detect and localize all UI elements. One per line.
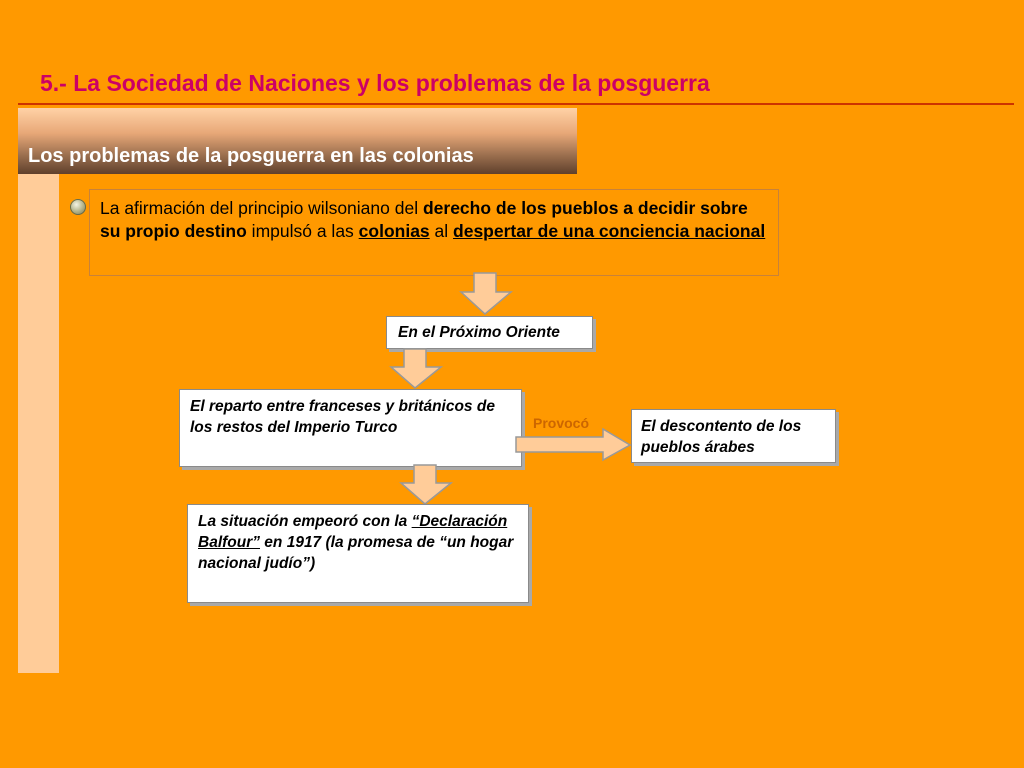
arrow-down-icon bbox=[399, 464, 453, 506]
node-reparto: El reparto entre franceses y británicos de los restos del Imperio Turco bbox=[179, 389, 522, 467]
slide-title: 5.- La Sociedad de Naciones y los problemas de la posguerra bbox=[40, 70, 710, 96]
node-descontento: El descontento de los pueblos árabes bbox=[631, 409, 836, 463]
situacion-text-2: en 1917 (la promesa de “un hogar nacional judío”) bbox=[198, 534, 514, 572]
intro-bold-despertar: despertar de una conciencia nacional bbox=[453, 221, 766, 241]
section-title: Los problemas de la posguerra en las colonias bbox=[28, 145, 474, 167]
node-situacion bbox=[187, 504, 529, 603]
title-divider bbox=[18, 103, 1014, 105]
bullet-icon bbox=[70, 199, 86, 215]
situacion-text-1: La situación empeoró con la bbox=[198, 513, 412, 530]
situacion-balfour: “Declaración Balfour” bbox=[198, 513, 508, 551]
left-decorative-strip bbox=[18, 108, 59, 673]
arrow-down-icon bbox=[459, 272, 513, 316]
intro-bold-colonias: colonias bbox=[358, 221, 430, 241]
intro-text-box bbox=[89, 189, 779, 276]
arrow-right-icon bbox=[515, 428, 633, 462]
intro-text-1: La afirmación del principio wilsoniano del bbox=[100, 198, 423, 218]
intro-text-2: impulsó a las bbox=[246, 221, 359, 241]
node-proximo-oriente: En el Próximo Oriente bbox=[386, 316, 593, 349]
intro-bold-derecho: derecho de los pueblos a decidir sobre su propio destino bbox=[100, 198, 748, 241]
arrow-down-icon bbox=[389, 348, 443, 390]
intro-text-3: al bbox=[429, 221, 454, 241]
edge-label-provoco: Provocó bbox=[533, 415, 590, 431]
